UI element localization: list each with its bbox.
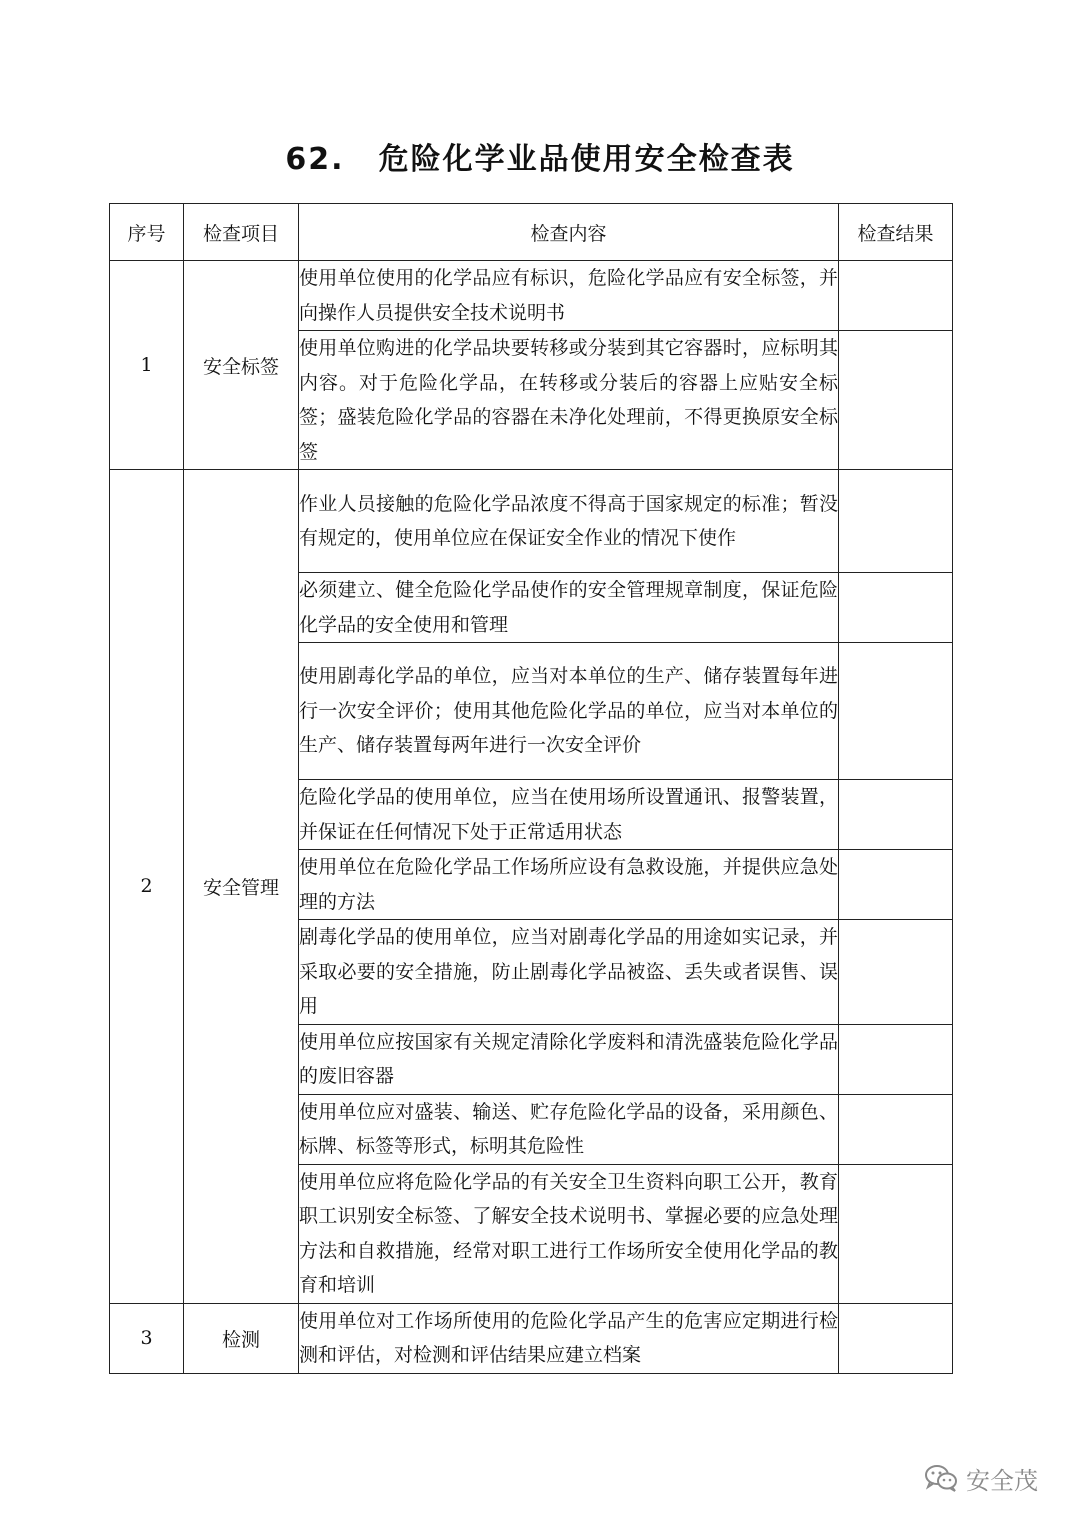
check-result-cell[interactable] xyxy=(839,261,953,331)
check-content: 使用单位对工作场所使用的危险化学品产生的危害应定期进行检测和评估，对检测和评估结果应建立档案 xyxy=(299,1303,839,1373)
header-result: 检查结果 xyxy=(839,204,953,261)
check-content: 必须建立、健全危险化学品使作的安全管理规章制度，保证危险化学品的安全使用和管理 xyxy=(299,573,839,643)
header-row xyxy=(110,204,953,261)
title-text: 危险化学业品使用安全检查表 xyxy=(378,142,795,177)
check-content: 使用单位应按国家有关规定清除化学废料和清洗盛装危险化学品的废旧容器 xyxy=(299,1024,839,1094)
group-item: 安全管理 xyxy=(184,470,299,1304)
table-row xyxy=(110,261,953,331)
group-seq: 3 xyxy=(110,1303,184,1373)
check-result-cell[interactable] xyxy=(839,780,953,850)
check-result-cell[interactable] xyxy=(839,1303,953,1373)
check-result-cell[interactable] xyxy=(839,470,953,573)
group-item: 安全标签 xyxy=(184,261,299,470)
check-result-cell[interactable] xyxy=(839,920,953,1025)
check-content: 使用单位应对盛装、输送、贮存危险化学品的设备，采用颜色、标牌、标签等形式，标明其危险性 xyxy=(299,1094,839,1164)
group-seq: 1 xyxy=(110,261,184,470)
check-result-cell[interactable] xyxy=(839,850,953,920)
check-content: 危险化学品的使用单位，应当在使用场所设置通讯、报警装置，并保证在任何情况下处于正常适用状态 xyxy=(299,780,839,850)
check-content: 剧毒化学品的使用单位，应当对剧毒化学品的用途如实记录，并采取必要的安全措施，防止剧毒化学品被盗、丢失或者误售、误用 xyxy=(299,920,839,1025)
check-content: 使用单位在危险化学品工作场所应设有急救设施，并提供应急处理的方法 xyxy=(299,850,839,920)
group-seq: 2 xyxy=(110,470,184,1304)
header-content: 检查内容 xyxy=(299,204,839,261)
check-result-cell[interactable] xyxy=(839,643,953,780)
watermark-text: 安全茂 xyxy=(966,1466,1038,1495)
page-title xyxy=(0,138,1080,182)
header-seq: 序号 xyxy=(110,204,184,261)
title-number: 62. xyxy=(285,142,345,177)
group-item: 检测 xyxy=(184,1303,299,1373)
check-result-cell[interactable] xyxy=(839,1164,953,1303)
check-content: 使用剧毒化学品的单位，应当对本单位的生产、储存装置每年进行一次安全评价；使用其他危险化学品的单位，应当对本单位的生产、储存装置每两年进行一次安全评价 xyxy=(299,643,839,780)
table-row xyxy=(110,470,953,573)
check-result-cell[interactable] xyxy=(839,1094,953,1164)
wechat-icon xyxy=(924,1463,960,1493)
table-row xyxy=(110,1303,953,1373)
check-content: 作业人员接触的危险化学品浓度不得高于国家规定的标准；暂没有规定的，使用单位应在保证安全作业的情况下使作 xyxy=(299,470,839,573)
check-content: 使用单位应将危险化学品的有关安全卫生资料向职工公开，教育职工识别安全标签、了解安全技术说明书、掌握必要的应急处理方法和自救措施，经常对职工进行工作场所安全使用化学品的教育和培训 xyxy=(299,1164,839,1303)
check-result-cell[interactable] xyxy=(839,1024,953,1094)
check-result-cell[interactable] xyxy=(839,331,953,470)
check-content: 使用单位使用的化学品应有标识，危险化学品应有安全标签，并向操作人员提供安全技术说明书 xyxy=(299,261,839,331)
watermark xyxy=(924,1458,1038,1498)
check-content: 使用单位购进的化学品块要转移或分装到其它容器时，应标明其内容。对于危险化学品，在转移或分装后的容器上应贴安全标签；盛装危险化学品的容器在未净化处理前，不得更换原安全标签 xyxy=(299,331,839,470)
header-item: 检查项目 xyxy=(184,204,299,261)
inspection-table xyxy=(109,203,953,1374)
check-result-cell[interactable] xyxy=(839,573,953,643)
